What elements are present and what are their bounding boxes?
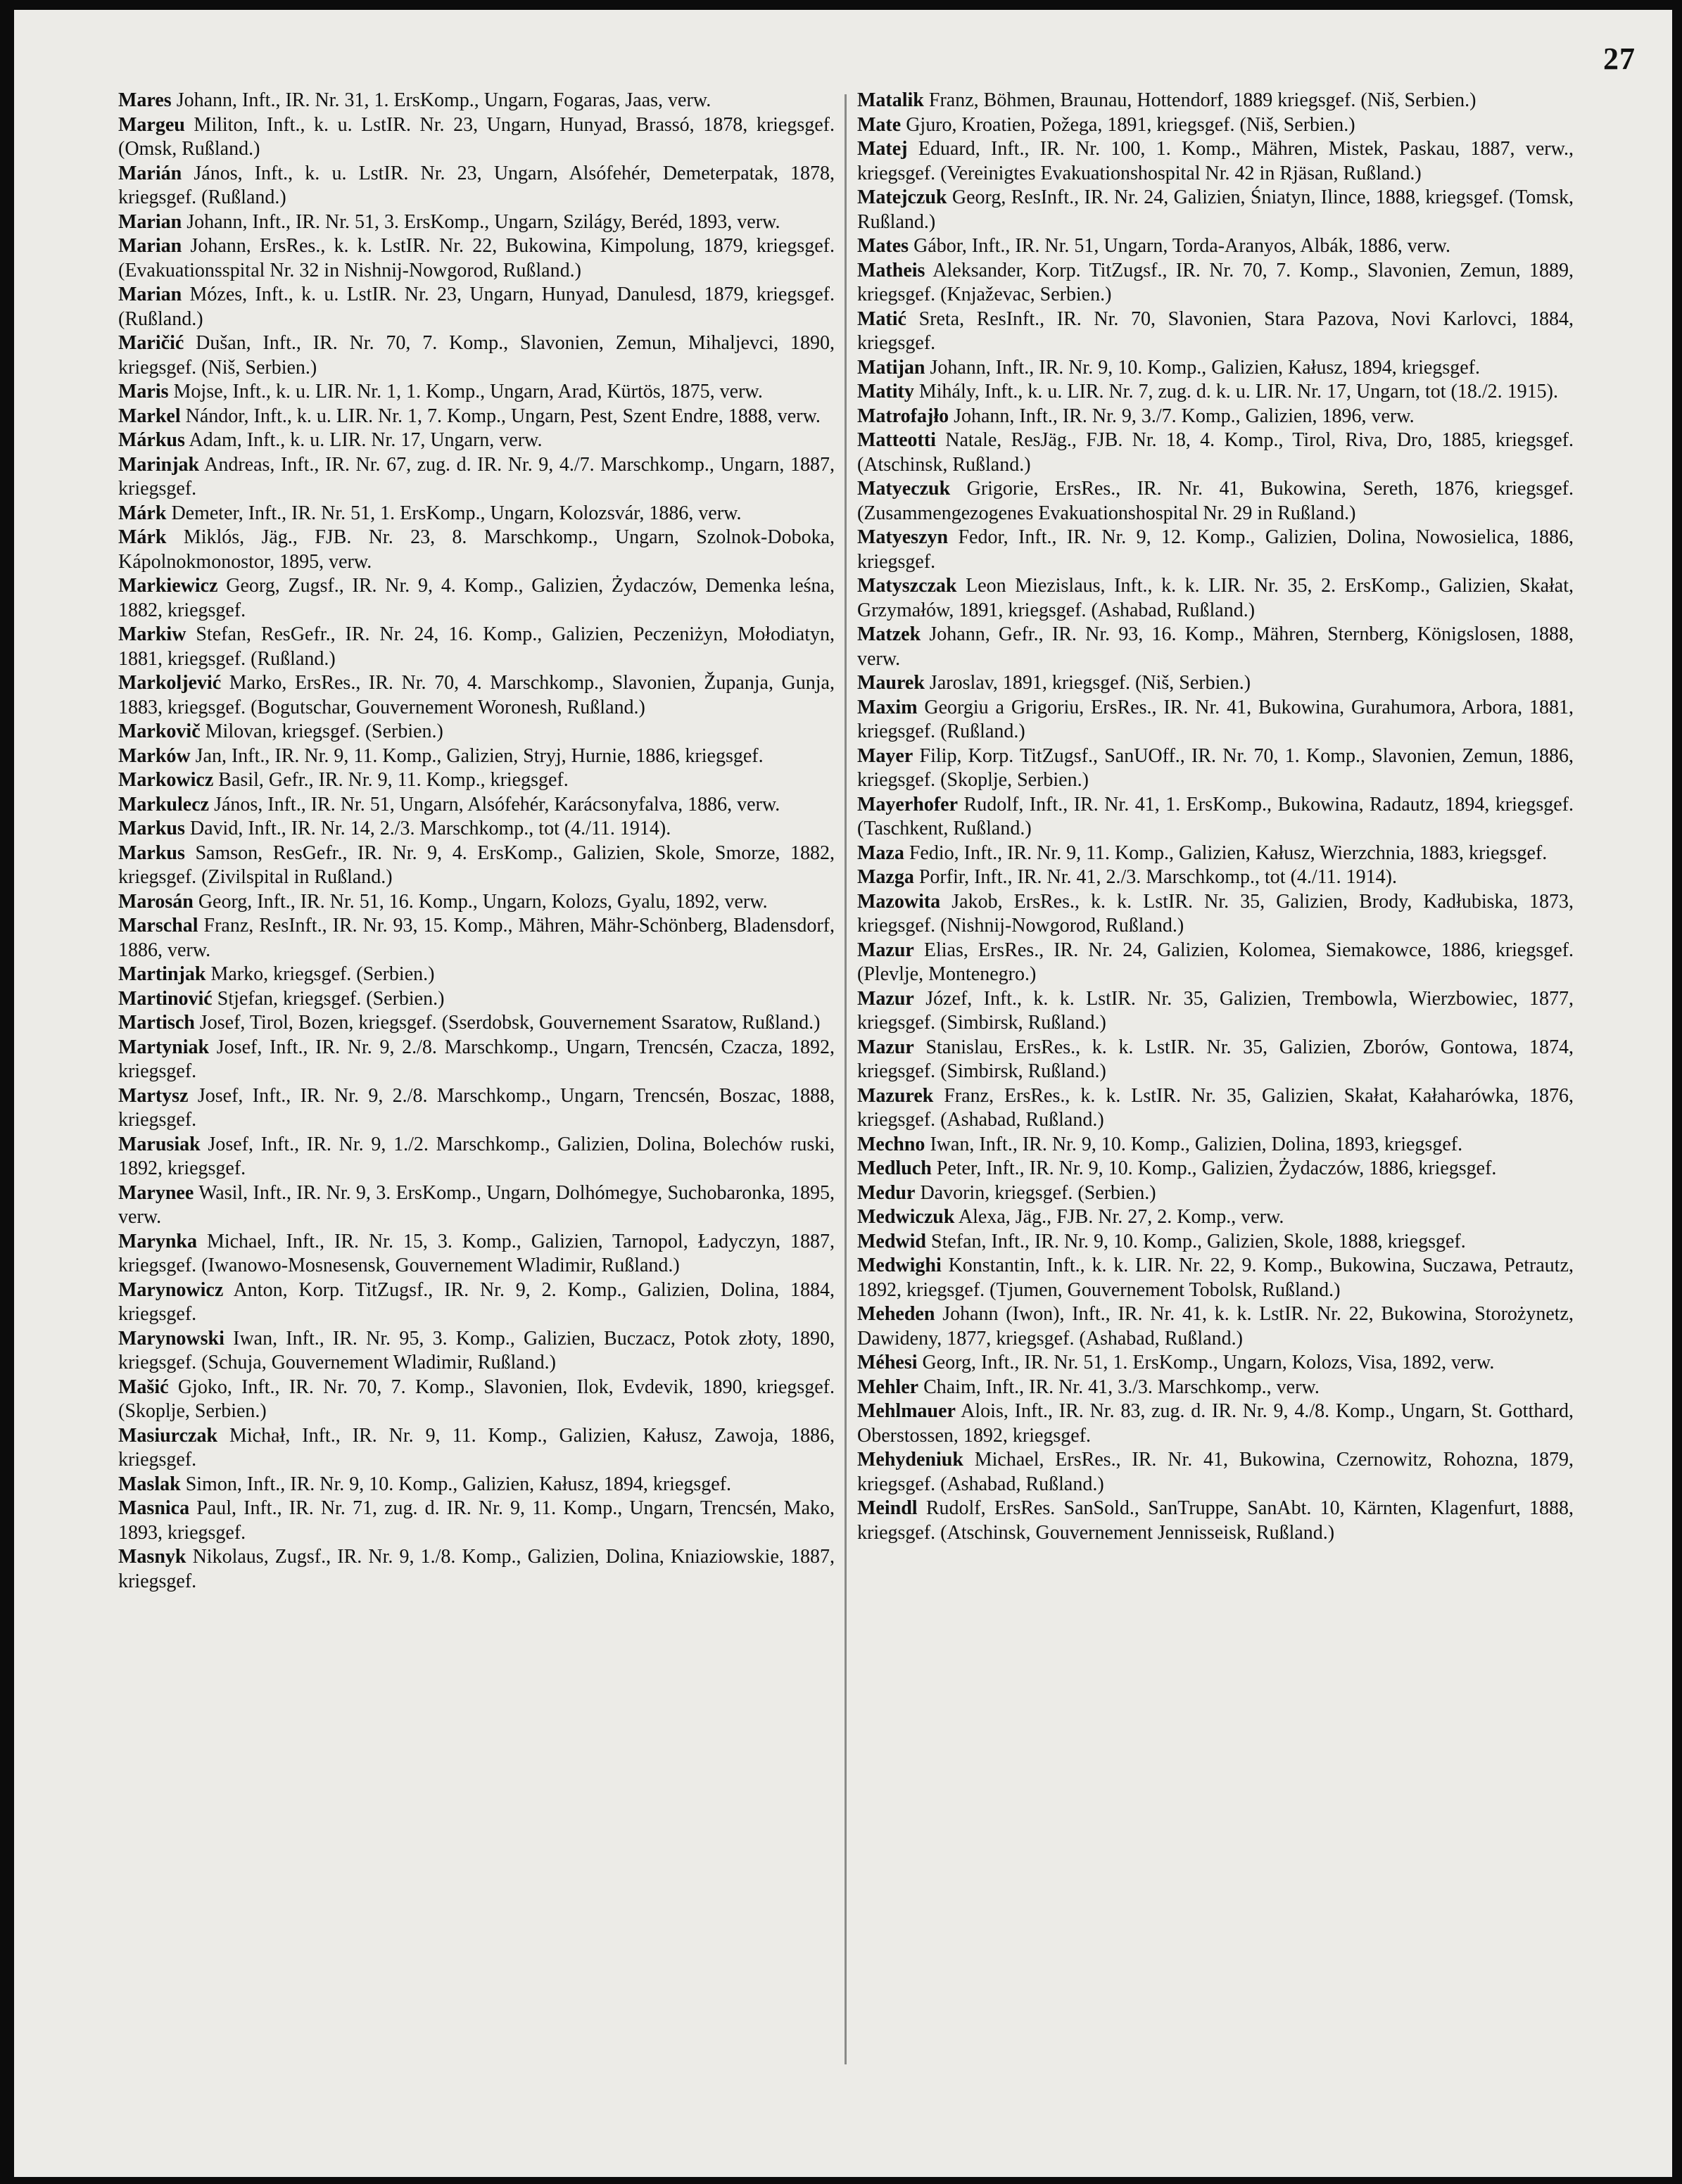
entry-surname: Mazowita bbox=[857, 890, 941, 913]
entry-surname: Martisch bbox=[118, 1012, 195, 1034]
list-entry bbox=[857, 865, 1574, 890]
list-entry bbox=[118, 113, 835, 162]
entry-surname: Marschal bbox=[118, 915, 198, 937]
document-page bbox=[14, 10, 1672, 2177]
entry-surname: Maričić bbox=[118, 332, 184, 354]
list-entry bbox=[118, 914, 835, 963]
list-entry bbox=[118, 1036, 835, 1084]
entry-surname: Maxim bbox=[857, 696, 918, 718]
entry-surname: Markel bbox=[118, 405, 181, 427]
entry-details: Stanislau, ErsRes., k. k. LstIR. Nr. 35, Galizien, Zborów, Gontowa, 1874, kriegsgef. (Simbirsk, Rußland.) bbox=[857, 1036, 1574, 1082]
entry-details: Samson, ResGefr., IR. Nr. 9, 4. ErsKomp., Galizien, Skole, Smorze, 1882, kriegsgef. (Zivilspital in Rußland.) bbox=[118, 842, 835, 888]
entry-details: Nándor, Inft., k. u. LIR. Nr. 1, 7. Komp., Ungarn, Pest, Szent Endre, 1888, verw. bbox=[180, 405, 821, 427]
entry-surname: Márk bbox=[118, 526, 167, 548]
entry-surname: Mehler bbox=[857, 1376, 919, 1398]
entry-surname: Markiw bbox=[118, 623, 186, 645]
entry-surname: Masnica bbox=[118, 1497, 190, 1519]
list-entry bbox=[857, 1448, 1574, 1497]
entry-details: Franz, Böhmen, Braunau, Hottendorf, 1889 kriegsgef. (Niš, Serbien.) bbox=[923, 89, 1477, 111]
entry-details: Marko, ErsRes., IR. Nr. 70, 4. Marschkomp., Slavonien, Županja, Gunja, 1883, kriegsgef. (Bogutschar, Gouvernement Woronesh, Rußland.) bbox=[118, 672, 835, 718]
entry-details: Johann (Iwon), Inft., IR. Nr. 41, k. k. LstIR. Nr. 22, Bukowina, Storożynetz, Dawideny, 1877, kriegsgef. (Ashabad, Rußland.) bbox=[857, 1303, 1574, 1350]
entry-details: Stjefan, kriegsgef. (Serbien.) bbox=[212, 987, 445, 1010]
entry-details: Michał, Inft., IR. Nr. 9, 11. Komp., Galizien, Kałusz, Zawoja, 1886, kriegsgef. bbox=[118, 1424, 835, 1471]
list-entry bbox=[118, 1084, 835, 1133]
list-entry bbox=[857, 1133, 1574, 1157]
list-entry bbox=[118, 1278, 835, 1327]
entry-details: Peter, Inft., IR. Nr. 9, 10. Komp., Galizien, Żydaczów, 1886, kriegsgef. bbox=[931, 1157, 1497, 1179]
list-entry bbox=[857, 1254, 1574, 1302]
entry-surname: Marosán bbox=[118, 890, 194, 913]
entry-details: Filip, Korp. TitZugsf., SanUOff., IR. Nr. 70, 1. Komp., Slavonien, Zemun, 1886, kriegsgef. (Skoplje, Serbien.) bbox=[857, 744, 1574, 791]
entry-details: Josef, Inft., IR. Nr. 9, 1./2. Marschkomp., Galizien, Dolina, Bolechów ruski, 1892, kriegsgef. bbox=[118, 1133, 835, 1179]
list-entry bbox=[118, 768, 835, 793]
column-divider bbox=[845, 94, 847, 2064]
list-entry bbox=[118, 987, 835, 1012]
entry-surname: Mehydeniuk bbox=[857, 1449, 963, 1471]
entry-surname: Matyeczuk bbox=[857, 478, 951, 500]
list-entry bbox=[118, 1497, 835, 1545]
entry-details: Elias, ErsRes., IR. Nr. 24, Galizien, Kolomea, Siemakowce, 1886, kriegsgef. (Plevlje, Montenegro.) bbox=[857, 939, 1574, 985]
list-entry bbox=[118, 210, 835, 235]
entry-surname: Mayer bbox=[857, 744, 913, 767]
entry-surname: Mehlmauer bbox=[857, 1400, 956, 1422]
entry-surname: Márk bbox=[118, 502, 167, 524]
entry-surname: Marusiak bbox=[118, 1133, 201, 1155]
entry-details: Johann, Inft., IR. Nr. 9, 10. Komp., Galizien, Kałusz, 1894, kriegsgef. bbox=[925, 356, 1480, 379]
entry-surname: Mechno bbox=[857, 1133, 925, 1155]
entry-surname: Marynowicz bbox=[118, 1278, 224, 1301]
list-entry bbox=[118, 574, 835, 623]
entry-surname: Marian bbox=[118, 235, 182, 257]
list-entry bbox=[857, 696, 1574, 744]
entry-details: Johann, Inft., IR. Nr. 31, 1. ErsKomp., Ungarn, Fogaras, Jaas, verw. bbox=[171, 89, 712, 111]
entry-surname: Mates bbox=[857, 235, 909, 257]
entry-details: Iwan, Inft., IR. Nr. 95, 3. Komp., Galizien, Buczacz, Potok złoty, 1890, kriegsgef. (Schuja, Gouvernement Wladimir, Rußland.) bbox=[118, 1327, 835, 1373]
entry-details: Józef, Inft., k. k. LstIR. Nr. 35, Galizien, Trembowla, Wierzbowiec, 1877, kriegsgef. (Simbirsk, Rußland.) bbox=[857, 987, 1574, 1034]
list-entry bbox=[118, 331, 835, 380]
entry-details: Demeter, Inft., IR. Nr. 51, 1. ErsKomp., Ungarn, Kolozsvár, 1886, verw. bbox=[166, 502, 742, 524]
entry-details: Chaim, Inft., IR. Nr. 41, 3./3. Marschkomp., verw. bbox=[918, 1376, 1320, 1398]
list-entry bbox=[857, 744, 1574, 793]
list-entry bbox=[857, 307, 1574, 356]
entry-surname: Mazurek bbox=[857, 1084, 934, 1107]
entry-surname: Mazur bbox=[857, 1036, 914, 1058]
entry-surname: Marinjak bbox=[118, 453, 200, 476]
entry-details: Mózes, Inft., k. u. LstIR. Nr. 23, Ungarn, Hunyad, Danulesd, 1879, kriegsgef. (Rußland.) bbox=[118, 284, 835, 330]
entry-surname: Matić bbox=[857, 307, 906, 330]
entry-details: Natale, ResJäg., FJB. Nr. 18, 4. Komp., Tirol, Riva, Dro, 1885, kriegsgef. (Atschinsk, Rußland.) bbox=[857, 429, 1574, 476]
list-entry bbox=[118, 405, 835, 429]
entry-details: Alois, Inft., IR. Nr. 83, zug. d. IR. Nr. 9, 4./8. Komp., Ungarn, St. Gotthard, Oberstossen, 1892, kriegsgef. bbox=[857, 1400, 1574, 1447]
entry-surname: Markoljević bbox=[118, 672, 222, 694]
list-entry bbox=[118, 671, 835, 720]
entry-surname: Méhesi bbox=[857, 1352, 918, 1373]
entry-surname: Medluch bbox=[857, 1157, 932, 1179]
list-entry bbox=[857, 1351, 1574, 1376]
list-entry bbox=[118, 89, 835, 113]
entry-details: Davorin, kriegsgef. (Serbien.) bbox=[915, 1181, 1156, 1204]
list-entry bbox=[857, 526, 1574, 574]
entry-details: Michael, Inft., IR. Nr. 15, 3. Komp., Galizien, Tarnopol, Ładyczyn, 1887, kriegsgef. (Iwanowo-Mosnesensk, Gouvernement Wladimir, Rußland.) bbox=[118, 1230, 835, 1276]
entry-details: Stefan, ResGefr., IR. Nr. 24, 16. Komp., Galizien, Peczeniżyn, Mołodiatyn, 1881, kriegsgef. (Rußland.) bbox=[118, 623, 835, 670]
entry-surname: Mayerhofer bbox=[857, 793, 959, 815]
entry-details: Anton, Korp. TitZugsf., IR. Nr. 9, 2. Komp., Galizien, Dolina, 1884, kriegsgef. bbox=[118, 1278, 835, 1325]
entry-surname: Mazur bbox=[857, 987, 914, 1010]
entry-surname: Matalik bbox=[857, 89, 924, 111]
entry-surname: Matheis bbox=[857, 259, 925, 281]
list-entry bbox=[857, 113, 1574, 138]
entry-details: Alexa, Jäg., FJB. Nr. 27, 2. Komp., verw. bbox=[954, 1206, 1284, 1228]
list-entry bbox=[857, 623, 1574, 671]
list-entry bbox=[857, 234, 1574, 259]
entry-details: Eduard, Inft., IR. Nr. 100, 1. Komp., Mähren, Mistek, Paskau, 1887, verw., kriegsgef. (Vereinigtes Evakuationshospital Nr. 42 in Rjäsan, Rußland.) bbox=[857, 138, 1574, 184]
entry-details: Georg, Zugsf., IR. Nr. 9, 4. Komp., Galizien, Żydaczów, Demenka leśna, 1882, kriegsgef. bbox=[118, 575, 835, 621]
entry-details: Wasil, Inft., IR. Nr. 9, 3. ErsKomp., Ungarn, Dolhómegye, Suchobaronka, 1895, verw. bbox=[118, 1181, 835, 1228]
entry-details: Jakob, ErsRes., k. k. LstIR. Nr. 35, Galizien, Brody, Kadłubiska, 1873, kriegsgef. (Nishnij-Nowgorod, Rußland.) bbox=[857, 890, 1574, 937]
list-entry bbox=[857, 671, 1574, 696]
entry-details: Georg, ResInft., IR. Nr. 24, Galizien, Śniatyn, Ilince, 1888, kriegsgef. (Tomsk, Rußland.) bbox=[857, 186, 1574, 233]
list-entry bbox=[857, 1497, 1574, 1545]
entry-surname: Matteotti bbox=[857, 429, 936, 451]
entry-details: Josef, Inft., IR. Nr. 9, 2./8. Marschkomp., Ungarn, Trencsén, Czacza, 1892, kriegsgef. bbox=[118, 1036, 835, 1082]
entry-details: Rudolf, ErsRes. SanSold., SanTruppe, SanAbt. 10, Kärnten, Klagenfurt, 1888, kriegsgef. (Atschinsk, Gouvernement Jennisseisk, Rußland.) bbox=[857, 1497, 1574, 1544]
entry-surname: Marynka bbox=[118, 1230, 197, 1252]
list-entry bbox=[118, 890, 835, 915]
entry-details: Mojse, Inft., k. u. LIR. Nr. 1, 1. Komp., Ungarn, Arad, Kürtös, 1875, verw. bbox=[168, 381, 763, 402]
list-entry bbox=[857, 1399, 1574, 1448]
list-entry bbox=[857, 428, 1574, 477]
entry-surname: Markiewicz bbox=[118, 575, 218, 597]
entry-surname: Marynee bbox=[118, 1181, 194, 1204]
entry-surname: Meindl bbox=[857, 1497, 918, 1519]
entry-surname: Matrofajło bbox=[857, 405, 949, 427]
list-entry bbox=[118, 380, 835, 405]
entry-details: Jan, Inft., IR. Nr. 9, 11. Komp., Galizien, Stryj, Hurnie, 1886, kriegsgef. bbox=[190, 744, 764, 767]
list-entry bbox=[857, 1302, 1574, 1351]
entry-surname: Maza bbox=[857, 842, 904, 864]
list-entry bbox=[857, 939, 1574, 987]
list-entry bbox=[857, 842, 1574, 866]
list-entry bbox=[118, 428, 835, 453]
entry-surname: Matej bbox=[857, 138, 908, 160]
entry-details: János, Inft., IR. Nr. 51, Ungarn, Alsófehér, Karácsonyfalva, 1886, verw. bbox=[209, 793, 780, 815]
list-entry bbox=[118, 1133, 835, 1181]
entry-details: Basil, Gefr., IR. Nr. 9, 11. Komp., kriegsgef. bbox=[213, 769, 569, 791]
list-entry bbox=[118, 744, 835, 769]
entry-surname: Matzek bbox=[857, 623, 921, 645]
entry-details: Franz, ResInft., IR. Nr. 93, 15. Komp., Mähren, Mähr-Schönberg, Bladensdorf, 1886, verw. bbox=[118, 915, 835, 961]
entry-surname: Mate bbox=[857, 113, 902, 136]
list-entry bbox=[118, 526, 835, 574]
entry-surname: Markovič bbox=[118, 720, 201, 742]
list-entry bbox=[857, 89, 1574, 113]
entry-surname: Mares bbox=[118, 89, 172, 111]
list-entry bbox=[857, 186, 1574, 234]
entry-surname: Marynowski bbox=[118, 1327, 225, 1350]
list-entry bbox=[857, 1157, 1574, 1181]
entry-details: Johann, ErsRes., k. k. LstIR. Nr. 22, Bukowina, Kimpolung, 1879, kriegsgef. (Evakuationsspital Nr. 32 in Nishnij-Nowgorod, Rußland.) bbox=[118, 235, 835, 281]
entry-surname: Marków bbox=[118, 744, 191, 767]
list-entry bbox=[857, 793, 1574, 842]
entry-details: Georgiu a Grigoriu, ErsRes., IR. Nr. 41, Bukowina, Gurahumora, Arbora, 1881, kriegsgef. (Rußland.) bbox=[857, 696, 1574, 742]
entry-surname: Mazga bbox=[857, 866, 914, 888]
entry-details: Georg, Inft., IR. Nr. 51, 16. Komp., Ungarn, Kolozs, Gyalu, 1892, verw. bbox=[193, 890, 768, 913]
list-entry bbox=[118, 1473, 835, 1497]
entry-details: Grigorie, ErsRes., IR. Nr. 41, Bukowina, Sereth, 1876, kriegsgef. (Zusammengezogenes Evakuationshospital Nr. 29 in Rußland.) bbox=[857, 478, 1574, 524]
entry-details: Aleksander, Korp. TitZugsf., IR. Nr. 70, 7. Komp., Slavonien, Zemun, 1889, kriegsgef. (Knjaževac, Serbien.) bbox=[857, 259, 1574, 305]
entry-details: Mihály, Inft., k. u. LIR. Nr. 7, zug. d. k. u. LIR. Nr. 17, Ungarn, tot (18./2. 1915). bbox=[913, 381, 1558, 402]
entry-details: Gjoko, Inft., IR. Nr. 70, 7. Komp., Slavonien, Ilok, Evdevik, 1890, kriegsgef. (Skoplje, Serbien.) bbox=[118, 1376, 835, 1422]
list-entry bbox=[857, 1376, 1574, 1400]
entry-details: David, Inft., IR. Nr. 14, 2./3. Marschkomp., tot (4./11. 1914). bbox=[184, 818, 671, 839]
entry-surname: Martyniak bbox=[118, 1036, 210, 1058]
list-entry bbox=[857, 574, 1574, 623]
list-entry bbox=[118, 1376, 835, 1424]
entry-details: Andreas, Inft., IR. Nr. 67, zug. d. IR. Nr. 9, 4./7. Marschkomp., Ungarn, 1887, kriegsgef. bbox=[118, 453, 835, 500]
entry-surname: Markulecz bbox=[118, 793, 210, 815]
list-entry bbox=[857, 259, 1574, 307]
entry-surname: Márkus bbox=[118, 429, 185, 451]
list-entry bbox=[118, 1230, 835, 1278]
entry-surname: Marian bbox=[118, 210, 182, 233]
entry-surname: Matyeszyn bbox=[857, 526, 949, 548]
entry-details: Miklós, Jäg., FJB. Nr. 23, 8. Marschkomp., Ungarn, Szolnok-Doboka, Kápolnokmonostor, 1895, verw. bbox=[118, 526, 835, 573]
entry-surname: Marián bbox=[118, 162, 182, 184]
list-entry bbox=[118, 1327, 835, 1376]
list-entry bbox=[857, 1036, 1574, 1084]
entry-details: Simon, Inft., IR. Nr. 9, 10. Komp., Galizien, Kałusz, 1894, kriegsgef. bbox=[180, 1473, 732, 1495]
list-entry bbox=[857, 477, 1574, 526]
entry-surname: Maslak bbox=[118, 1473, 181, 1495]
list-entry bbox=[118, 162, 835, 210]
list-entry bbox=[118, 234, 835, 283]
entry-details: Josef, Inft., IR. Nr. 9, 2./8. Marschkomp., Ungarn, Trencsén, Boszac, 1888, kriegsgef. bbox=[118, 1084, 835, 1131]
entry-details: Johann, Inft., IR. Nr. 51, 3. ErsKomp., Ungarn, Szilágy, Beréd, 1893, verw. bbox=[182, 210, 780, 233]
list-entry bbox=[118, 720, 835, 744]
entry-details: Marko, kriegsgef. (Serbien.) bbox=[205, 963, 435, 985]
entry-surname: Marian bbox=[118, 284, 182, 305]
entry-surname: Mazur bbox=[857, 939, 914, 961]
entry-surname: Martinović bbox=[118, 987, 213, 1010]
entry-surname: Markus bbox=[118, 842, 185, 864]
list-entry bbox=[857, 987, 1574, 1036]
entry-surname: Margeu bbox=[118, 113, 185, 136]
list-entry bbox=[118, 1011, 835, 1036]
entry-details: Konstantin, Inft., k. k. LIR. Nr. 22, 9. Komp., Bukowina, Suczawa, Petrautz, 1892, kriegsgef. (Tjumen, Gouvernement Tobolsk, Rußland.) bbox=[857, 1255, 1574, 1301]
entry-details: Stefan, Inft., IR. Nr. 9, 10. Komp., Galizien, Skole, 1888, kriegsgef. bbox=[926, 1230, 1466, 1252]
list-entry bbox=[857, 1084, 1574, 1133]
entry-details: Rudolf, Inft., IR. Nr. 41, 1. ErsKomp., Bukowina, Radautz, 1894, kriegsgef. (Taschkent, Rußland.) bbox=[857, 793, 1574, 839]
entry-surname: Maris bbox=[118, 381, 169, 402]
list-entry bbox=[857, 1230, 1574, 1255]
list-entry bbox=[857, 356, 1574, 381]
entry-surname: Markus bbox=[118, 818, 185, 839]
entry-details: Militon, Inft., k. u. LstIR. Nr. 23, Ungarn, Hunyad, Brassó, 1878, kriegsgef. (Omsk, Rußland.) bbox=[118, 113, 835, 160]
entry-details: Michael, ErsRes., IR. Nr. 41, Bukowina, Czernowitz, Rohozna, 1879, kriegsgef. (Ashabad, Rußland.) bbox=[857, 1449, 1574, 1495]
entry-details: Josef, Tirol, Bozen, kriegsgef. (Sserdobsk, Gouvernement Ssaratow, Rußland.) bbox=[194, 1012, 821, 1034]
entry-surname: Masnyk bbox=[118, 1546, 186, 1568]
entry-details: Milovan, kriegsgef. (Serbien.) bbox=[200, 720, 443, 742]
left-column bbox=[118, 89, 835, 1594]
page-number: 27 bbox=[1603, 42, 1636, 76]
list-entry bbox=[857, 405, 1574, 429]
entry-surname: Masiurczak bbox=[118, 1424, 218, 1447]
entry-details: Leon Miezislaus, Inft., k. k. LIR. Nr. 35, 2. ErsKomp., Galizien, Skałat, Grzymałów, 1891, kriegsgef. (Ashabad, Rußland.) bbox=[857, 575, 1574, 621]
entry-surname: Matyszczak bbox=[857, 575, 957, 597]
list-entry bbox=[118, 963, 835, 987]
entry-details: Paul, Inft., IR. Nr. 71, zug. d. IR. Nr. 9, 11. Komp., Ungarn, Trencsén, Mako, 1893, kriegsgef. bbox=[118, 1497, 835, 1544]
list-entry bbox=[118, 1545, 835, 1594]
entry-details: Gábor, Inft., IR. Nr. 51, Ungarn, Torda-Aranyos, Albák, 1886, verw. bbox=[909, 235, 1450, 257]
list-entry bbox=[857, 1181, 1574, 1206]
entry-surname: Matity bbox=[857, 381, 914, 402]
list-entry bbox=[118, 1424, 835, 1473]
entry-details: Johann, Inft., IR. Nr. 9, 3./7. Komp., Galizien, 1896, verw. bbox=[949, 405, 1415, 427]
entry-surname: Martinjak bbox=[118, 963, 206, 985]
entry-surname: Medur bbox=[857, 1181, 916, 1204]
list-entry bbox=[857, 890, 1574, 939]
list-entry bbox=[118, 793, 835, 818]
list-entry bbox=[118, 502, 835, 526]
entry-details: János, Inft., k. u. LstIR. Nr. 23, Ungarn, Alsófehér, Demeterpatak, 1878, kriegsgef. (Rußland.) bbox=[118, 162, 835, 208]
entry-surname: Maurek bbox=[857, 672, 925, 694]
list-entry bbox=[118, 283, 835, 331]
entry-surname: Meheden bbox=[857, 1303, 935, 1325]
entry-details: Fedor, Inft., IR. Nr. 9, 12. Komp., Galizien, Dolina, Nowosielica, 1886, kriegsgef. bbox=[857, 526, 1574, 573]
entry-details: Dušan, Inft., IR. Nr. 70, 7. Komp., Slavonien, Zemun, Mihaljevci, 1890, kriegsgef. (Niš, Serbien.) bbox=[118, 332, 835, 379]
entry-surname: Matejczuk bbox=[857, 186, 947, 208]
entry-details: Johann, Gefr., IR. Nr. 93, 16. Komp., Mähren, Sternberg, Königslosen, 1888, verw. bbox=[857, 623, 1574, 670]
entry-details: Georg, Inft., IR. Nr. 51, 1. ErsKomp., Ungarn, Kolozs, Visa, 1892, verw. bbox=[917, 1352, 1495, 1373]
entry-details: Porfir, Inft., IR. Nr. 41, 2./3. Marschkomp., tot (4./11. 1914). bbox=[913, 866, 1397, 888]
entry-details: Iwan, Inft., IR. Nr. 9, 10. Komp., Galizien, Dolina, 1893, kriegsgef. bbox=[925, 1133, 1463, 1155]
entry-details: Fedio, Inft., IR. Nr. 9, 11. Komp., Galizien, Kałusz, Wierzchnia, 1883, kriegsgef. bbox=[904, 842, 1548, 864]
entry-details: Sreta, ResInft., IR. Nr. 70, Slavonien, Stara Pazova, Novi Karlovci, 1884, kriegsgef. bbox=[857, 307, 1574, 354]
entry-surname: Martysz bbox=[118, 1084, 189, 1107]
entry-surname: Matijan bbox=[857, 356, 925, 379]
entry-details: Gjuro, Kroatien, Požega, 1891, kriegsgef. (Niš, Serbien.) bbox=[901, 113, 1355, 136]
entry-surname: Medwiczuk bbox=[857, 1206, 955, 1228]
list-entry bbox=[857, 380, 1574, 405]
list-entry bbox=[118, 817, 835, 842]
entry-surname: Markowicz bbox=[118, 769, 214, 791]
list-entry bbox=[857, 137, 1574, 186]
right-column bbox=[857, 89, 1574, 1545]
entry-details: Franz, ErsRes., k. k. LstIR. Nr. 35, Galizien, Skałat, Kałaharówka, 1876, kriegsgef. (Ashabad, Rußland.) bbox=[857, 1084, 1574, 1131]
list-entry bbox=[118, 1181, 835, 1230]
list-entry bbox=[118, 623, 835, 671]
list-entry bbox=[118, 842, 835, 890]
list-entry bbox=[857, 1205, 1574, 1230]
entry-details: Nikolaus, Zugsf., IR. Nr. 9, 1./8. Komp., Galizien, Dolina, Kniaziowskie, 1887, kriegsgef. bbox=[118, 1546, 835, 1592]
list-entry bbox=[118, 453, 835, 502]
entry-surname: Medwighi bbox=[857, 1255, 942, 1276]
entry-details: Jaroslav, 1891, kriegsgef. (Niš, Serbien.) bbox=[924, 672, 1251, 694]
entry-surname: Medwid bbox=[857, 1230, 926, 1252]
entry-surname: Mašić bbox=[118, 1376, 169, 1398]
entry-details: Adam, Inft., k. u. LIR. Nr. 17, Ungarn, verw. bbox=[184, 429, 543, 451]
